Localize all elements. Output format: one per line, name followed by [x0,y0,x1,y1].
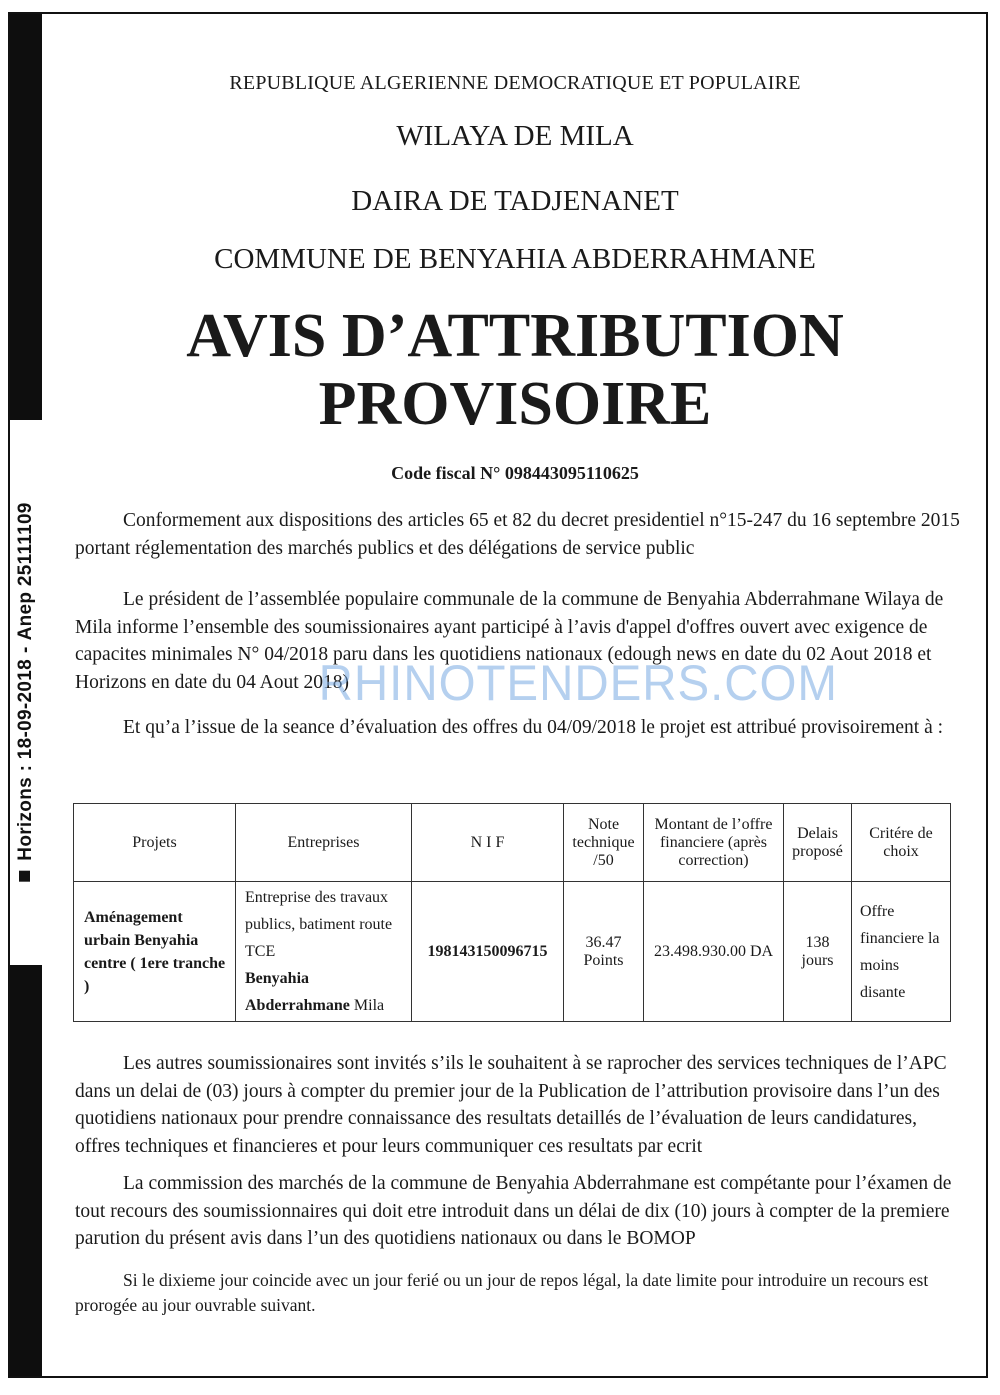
recourse-text: La commission des marchés de la commune de Benyahia Abderrahmane est compétante pour l’éxamen de tout recours des soumissionnaires qui doit etre introduit dans un délai de dix (10) jours à compter de la premiere parution du présent avis dans l’un des quotidiens nationaux ou dans le BOMOP [75,1173,952,1249]
notice-title [42,302,988,438]
announcement-text: Le président de l’assemblée populaire communale de la commune de Benyahia Abderrahmane Wilaya de Mila informe l’ensemble des soumissionaires ayant participé à l’avis d'appel d'offres ouvert avec exigence de capacites minimales N° 04/2018 paru dans les quotidiens nationaux (edough news en date du 02 Aout 2018 et Horizons en date du 04 Aout 2018) [75,589,944,693]
note-unit: Points [583,951,624,969]
entreprise-name: Benyahia Abderrahmane [245,970,350,1014]
cell-montant: 23.498.930.00 DA [644,882,784,1022]
delais-unit: jours [801,951,834,969]
publication-date: Horizons : 18-09-2018 [15,659,36,861]
header-note: Note technique /50 [564,804,644,882]
notice-title-line1: AVIS D’ATTRIBUTION [186,302,844,370]
anep-reference: Anep 25111109 [15,502,36,641]
cell-note [564,882,644,1022]
attribution-table [73,803,951,1022]
delais-value: 138 [805,933,830,951]
wilaya-heading: WILAYA DE MILA [396,120,634,152]
daira-heading: DAIRA DE TADJENANET [351,185,679,217]
code-fiscal: Code fiscal N° 098443095110625 [391,463,639,483]
invitation-text: Les autres soumissionaires sont invités s’ils le souhaitent à se raprocher des services techniques de l’APC dans un delai de (03) jours à compter du premier jour de la Publication de l’attribution provisoire dans l’un des quotidiens nationaux pour prendre connaissance des resultats detaillés de l’évaluation de leurs candidatures, offres techniques et financieres et pour leurs communiquer ces resultats par ecrit [75,1053,947,1157]
cell-nif: 198143150096715 [412,882,564,1022]
cell-entreprise [236,882,412,1022]
legal-basis-text: Conformement aux dispositions des articles 65 et 82 du decret presidentiel n°15-247 du 16 septembre 2015 portant réglementation des marchés publics et des délégations de service public [75,510,960,559]
commune-heading: COMMUNE DE BENYAHIA ABDERRAHMANE [214,243,816,275]
header-projets: Projets [74,804,236,882]
banner-separator: - [15,646,36,654]
cell-critere: Offre financiere la moins disante [852,882,951,1022]
square-bullet-icon [19,871,30,882]
watermark: RHINOTENDERS.COM [318,655,838,711]
header-montant: Montant de l’offre financiere (après correction) [644,804,784,882]
side-banner-text [15,502,37,881]
note-value: 36.47 [585,933,622,951]
legal-basis-paragraph [75,507,960,562]
entreprise-description: Entreprise des travaux publics, batiment route TCE [245,889,393,960]
header-nif: N I F [412,804,564,882]
attribution-text: Et qu’a l’issue de la seance d’évaluation des offres du 04/09/2018 le projet est attribué provisoirement à : [123,717,944,738]
cell-projet: Aménagement urbain Benyahia centre ( 1ere tranche ) [74,882,236,1022]
invitation-paragraph [75,1050,960,1160]
recourse-paragraph [75,1170,960,1253]
header-entreprises: Entreprises [236,804,412,882]
cell-delais [784,882,852,1022]
table-header-row [74,804,951,882]
table-row [74,882,951,1022]
notice-title-line2: PROVISOIRE [318,370,712,438]
entreprise-city: Mila [353,997,385,1014]
holiday-paragraph [75,1268,960,1318]
header-delais: Delais proposé [784,804,852,882]
holiday-text: Si le dixieme jour coincide avec un jour ferié ou un jour de repos légal, la date limite pour introduire un recours est prorogée au jour ouvrable suivant. [75,1270,929,1315]
header-critere: Critére de choix [852,804,951,882]
republic-heading: REPUBLIQUE ALGERIENNE DEMOCRATIQUE ET POPULAIRE [229,72,801,94]
attribution-paragraph [75,714,960,742]
